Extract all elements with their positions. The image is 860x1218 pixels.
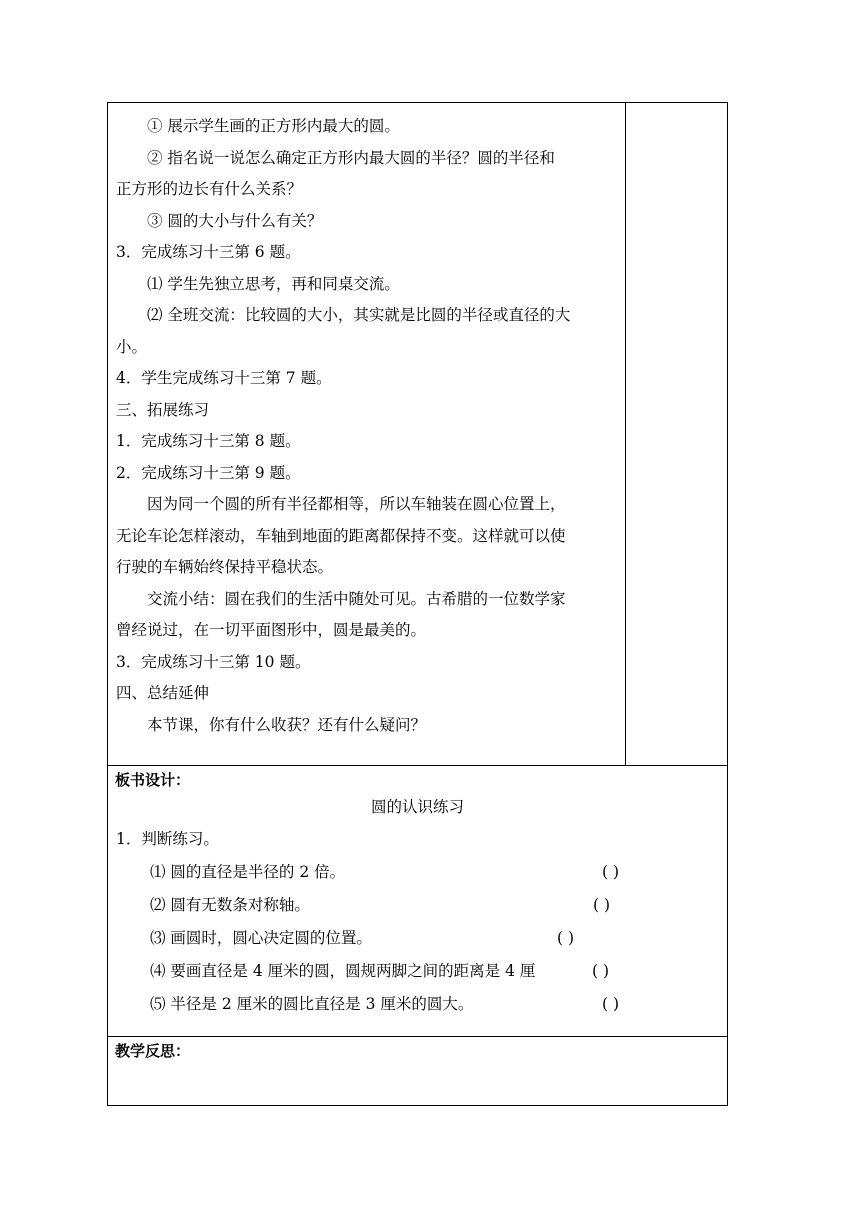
text-line: 本节课，你有什么收获？还有什么疑问？ bbox=[147, 715, 427, 734]
text-line: 3．完成练习十三第 6 题。 bbox=[116, 243, 301, 261]
answer-bracket: ( ) bbox=[602, 863, 620, 881]
question-text: ⑶ 画圆时，圆心决定圆的位置。 bbox=[150, 929, 372, 947]
text-line: 因为同一个圆的所有半径都相等，所以车轴装在圆心位置上， bbox=[147, 495, 566, 513]
answer-bracket: ( ) bbox=[557, 929, 575, 947]
question-text: ⑷ 要画直径是 4 厘米的圆，圆规两脚之间的距离是 4 厘 bbox=[150, 962, 536, 980]
reflection-row bbox=[108, 1037, 728, 1106]
reflection-heading: 教学反思： bbox=[115, 1042, 191, 1060]
board-design-title: 圆的认识练习 bbox=[370, 798, 464, 816]
exercise-intro: 1．判断练习。 bbox=[116, 830, 219, 848]
answer-bracket: ( ) bbox=[593, 896, 611, 914]
board-design-heading: 板书设计： bbox=[115, 771, 191, 789]
answer-bracket: ( ) bbox=[602, 995, 620, 1013]
text-line: 2．完成练习十三第 9 题。 bbox=[116, 463, 301, 482]
lesson-plan-table bbox=[107, 102, 728, 1106]
text-line: ③ 圆的大小与什么有关？ bbox=[147, 211, 323, 230]
judgement-question bbox=[116, 856, 727, 889]
lesson-process-content bbox=[108, 103, 625, 741]
text-line: 交流小结：圆在我们的生活中随处可见。古希腊的一位数学家 bbox=[147, 589, 566, 608]
notes-column-cell bbox=[626, 103, 728, 766]
text-line: ② 指名说一说怎么确定正方形内最大圆的半径？圆的半径和 bbox=[147, 148, 555, 167]
text-line: ① 展示学生画的正方形内最大的圆。 bbox=[147, 117, 400, 135]
text-line: 无论车论怎样滚动，车轴到地面的距离都保持不变。这样就可以使 bbox=[116, 526, 566, 545]
text-line: 1．完成练习十三第 8 题。 bbox=[116, 432, 301, 450]
lesson-process-row bbox=[108, 103, 728, 766]
judgement-question bbox=[116, 922, 727, 955]
text-line: 小。 bbox=[116, 337, 148, 356]
reflection-cell bbox=[108, 1037, 728, 1106]
text-line: 曾经说过，在一切平面图形中，圆是最美的。 bbox=[116, 621, 427, 639]
judgement-question bbox=[116, 955, 727, 988]
board-design-cell bbox=[108, 766, 728, 1037]
lesson-process-cell bbox=[108, 103, 626, 766]
question-text: ⑸ 半径是 2 厘米的圆比直径是 3 厘米的圆大。 bbox=[150, 995, 474, 1013]
question-text: ⑵ 圆有无数条对称轴。 bbox=[150, 896, 310, 914]
text-line: 3．完成练习十三第 10 题。 bbox=[116, 652, 311, 671]
text-line: ⑴ 学生先独立思考，再和同桌交流。 bbox=[147, 274, 400, 293]
text-line: 4．学生完成练习十三第 7 题。 bbox=[116, 369, 332, 387]
answer-bracket: ( ) bbox=[592, 962, 610, 980]
text-line: 行驶的车辆始终保持平稳状态。 bbox=[116, 558, 334, 576]
board-design-row bbox=[108, 766, 728, 1037]
text-line: 正方形的边长有什么关系？ bbox=[116, 180, 303, 198]
judgement-question bbox=[116, 988, 727, 1021]
judgement-question bbox=[116, 889, 727, 922]
text-line: ⑵ 全班交流：比较圆的大小，其实就是比圆的半径或直径的大 bbox=[147, 306, 571, 324]
section-heading: 三、拓展练习 bbox=[116, 400, 210, 419]
board-design-content bbox=[108, 823, 727, 1021]
question-text: ⑴ 圆的直径是半径的 2 倍。 bbox=[150, 863, 346, 881]
section-heading: 四、总结延伸 bbox=[116, 684, 210, 702]
